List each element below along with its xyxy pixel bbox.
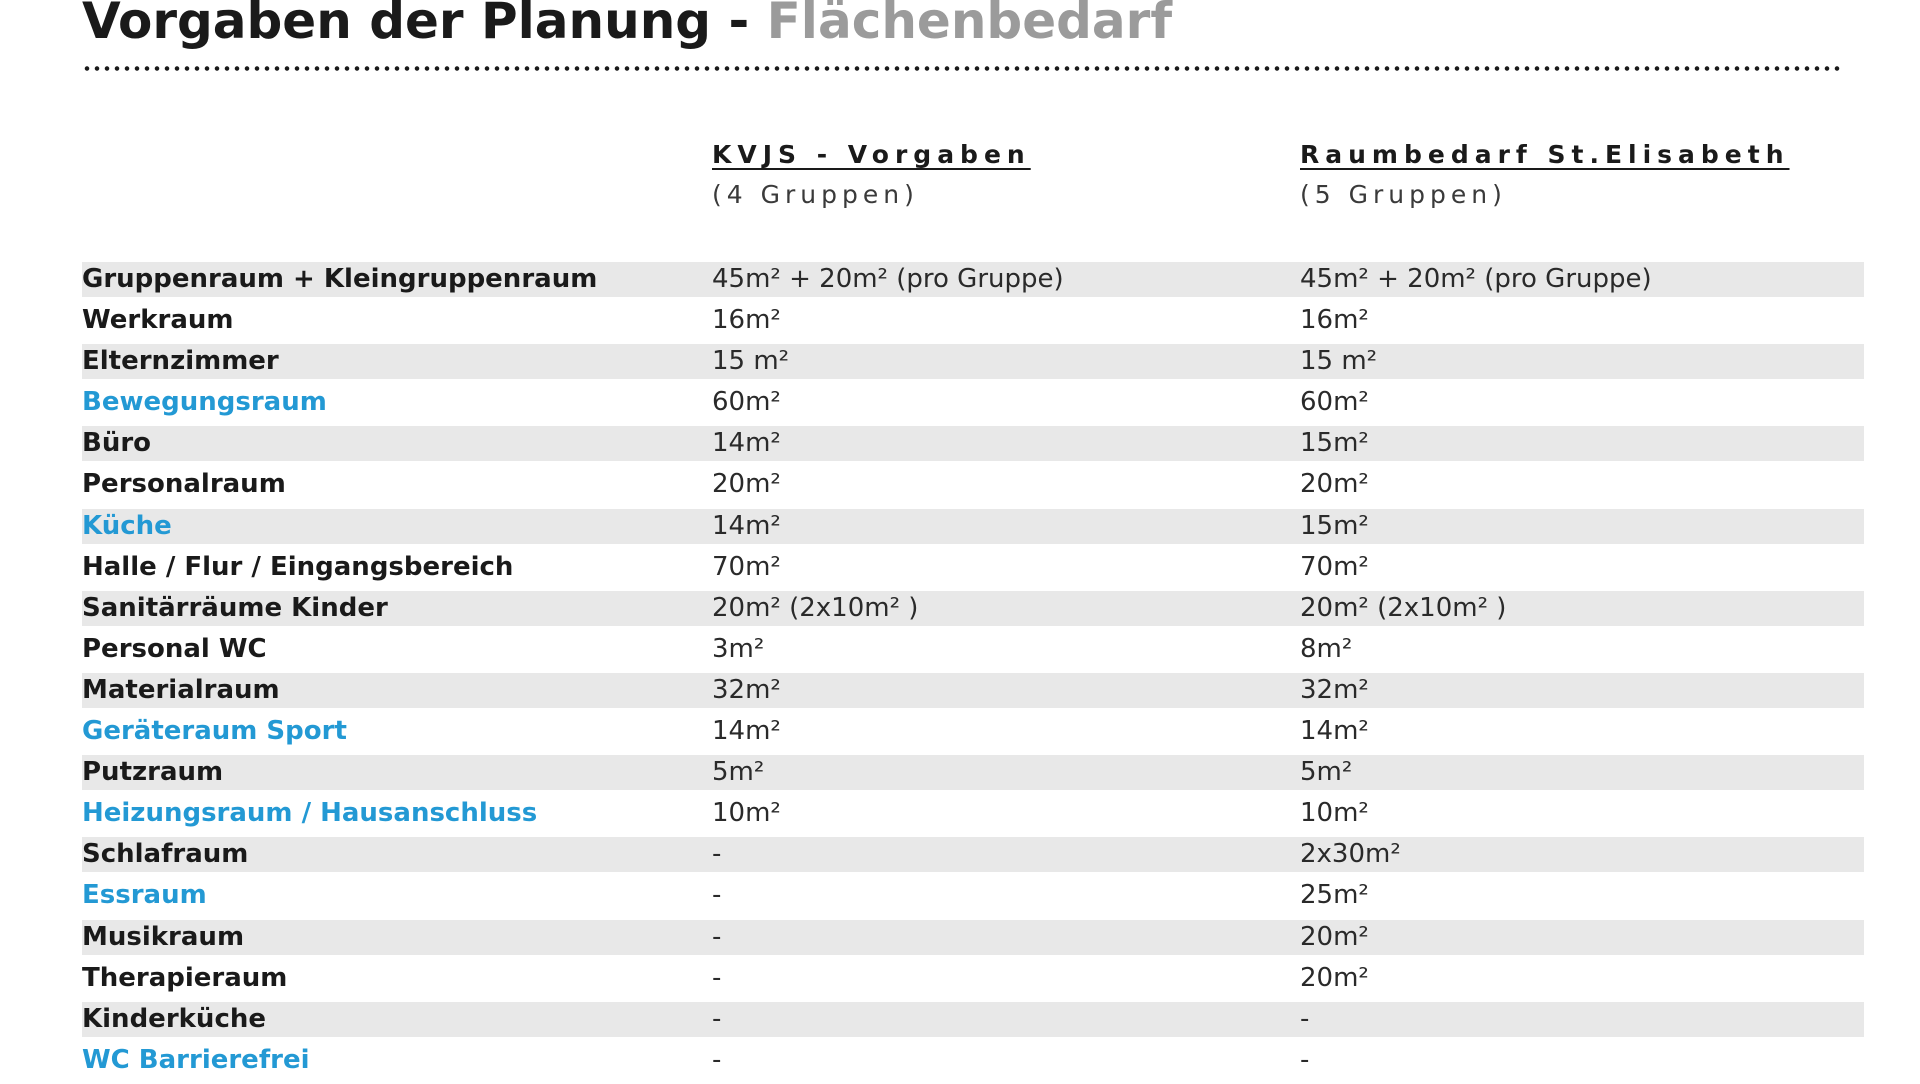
kvjs-value: 10m² bbox=[712, 798, 781, 829]
kvjs-value: 3m² bbox=[712, 633, 765, 664]
table-row bbox=[82, 920, 1864, 955]
elisabeth-value: 2x30m² bbox=[1300, 839, 1401, 870]
dotted-divider bbox=[82, 66, 1842, 71]
room-name: Heizungsraum / Hausanschluss bbox=[82, 798, 538, 829]
kvjs-value: 60m² bbox=[712, 387, 781, 418]
elisabeth-value: 14m² bbox=[1300, 716, 1369, 747]
table-row bbox=[82, 509, 1864, 544]
room-area-table bbox=[82, 262, 1864, 1084]
room-name: Materialraum bbox=[82, 674, 280, 705]
kvjs-value: 14m² bbox=[712, 716, 781, 747]
page-title bbox=[82, 0, 1172, 49]
room-name: Personal WC bbox=[82, 633, 267, 664]
kvjs-value: 14m² bbox=[712, 510, 781, 541]
table-row bbox=[82, 714, 1864, 755]
table-row bbox=[82, 303, 1864, 344]
elisabeth-value: 20m² bbox=[1300, 469, 1369, 500]
kvjs-value: - bbox=[712, 1044, 722, 1075]
page-title-sub: Flächenbedarf bbox=[766, 0, 1173, 50]
table-row bbox=[82, 673, 1864, 708]
column-heading: KVJS - Vorgaben bbox=[712, 140, 1031, 169]
room-name: Schlafraum bbox=[82, 839, 249, 870]
elisabeth-value: 16m² bbox=[1300, 305, 1369, 336]
elisabeth-value: 20m² (2x10m² ) bbox=[1300, 592, 1507, 623]
elisabeth-value: 20m² bbox=[1300, 962, 1369, 993]
elisabeth-value: 15 m² bbox=[1300, 346, 1378, 377]
room-name: Gruppenraum + Kleingruppenraum bbox=[82, 264, 598, 294]
table-row bbox=[82, 385, 1864, 426]
room-name: Kinderküche bbox=[82, 1003, 266, 1034]
table-row bbox=[82, 262, 1864, 297]
room-name: Personalraum bbox=[82, 469, 286, 500]
table-row bbox=[82, 467, 1864, 508]
kvjs-value: - bbox=[712, 839, 722, 870]
column-subheading: (4 Gruppen) bbox=[712, 180, 919, 209]
column-subheading: (5 Gruppen) bbox=[1300, 180, 1507, 209]
room-name: Geräteraum Sport bbox=[82, 716, 347, 747]
kvjs-value: 15 m² bbox=[712, 346, 790, 377]
elisabeth-value: - bbox=[1300, 1044, 1310, 1075]
kvjs-value: 20m² (2x10m² ) bbox=[712, 592, 919, 623]
elisabeth-value: 32m² bbox=[1300, 674, 1369, 705]
kvjs-value: 45m² + 20m² (pro Gruppe) bbox=[712, 264, 1064, 294]
kvjs-value: - bbox=[712, 921, 722, 952]
room-name: Bewegungsraum bbox=[82, 387, 327, 418]
kvjs-value: 20m² bbox=[712, 469, 781, 500]
elisabeth-value: 8m² bbox=[1300, 633, 1353, 664]
kvjs-value: - bbox=[712, 962, 722, 993]
elisabeth-value: 10m² bbox=[1300, 798, 1369, 829]
room-name: Putzraum bbox=[82, 757, 224, 788]
elisabeth-value: 5m² bbox=[1300, 757, 1353, 788]
page-title-main: Vorgaben der Planung - bbox=[82, 0, 767, 50]
table-row bbox=[82, 591, 1864, 626]
elisabeth-value: 70m² bbox=[1300, 551, 1369, 582]
elisabeth-value: 15m² bbox=[1300, 510, 1369, 541]
table-row bbox=[82, 550, 1864, 591]
kvjs-value: 16m² bbox=[712, 305, 781, 336]
kvjs-value: - bbox=[712, 1003, 722, 1034]
elisabeth-value: 45m² + 20m² (pro Gruppe) bbox=[1300, 264, 1652, 294]
table-row bbox=[82, 344, 1864, 379]
kvjs-value: 70m² bbox=[712, 551, 781, 582]
table-row bbox=[82, 1002, 1864, 1037]
table-row bbox=[82, 632, 1864, 673]
column-heading: Raumbedarf St.Elisabeth bbox=[1300, 140, 1790, 169]
elisabeth-value: 60m² bbox=[1300, 387, 1369, 418]
table-row bbox=[82, 837, 1864, 872]
kvjs-value: 14m² bbox=[712, 428, 781, 459]
table-row bbox=[82, 796, 1864, 837]
room-name: Werkraum bbox=[82, 305, 234, 336]
room-name: Essraum bbox=[82, 880, 207, 911]
room-name: WC Barrierefrei bbox=[82, 1044, 310, 1075]
elisabeth-value: 20m² bbox=[1300, 921, 1369, 952]
elisabeth-value: 25m² bbox=[1300, 880, 1369, 911]
kvjs-value: - bbox=[712, 880, 722, 911]
room-name: Halle / Flur / Eingangsbereich bbox=[82, 551, 514, 582]
table-row bbox=[82, 878, 1864, 919]
room-name: Musikraum bbox=[82, 921, 245, 952]
room-name: Büro bbox=[82, 428, 152, 459]
elisabeth-value: - bbox=[1300, 1003, 1310, 1034]
column-header-kvjs bbox=[712, 140, 1031, 209]
room-name: Elternzimmer bbox=[82, 346, 279, 377]
table-row bbox=[82, 755, 1864, 790]
table-row bbox=[82, 1043, 1864, 1084]
column-header-elisabeth bbox=[1300, 140, 1790, 209]
table-row bbox=[82, 426, 1864, 461]
kvjs-value: 32m² bbox=[712, 674, 781, 705]
elisabeth-value: 15m² bbox=[1300, 428, 1369, 459]
table-row bbox=[82, 961, 1864, 1002]
kvjs-value: 5m² bbox=[712, 757, 765, 788]
room-name: Therapieraum bbox=[82, 962, 288, 993]
room-name: Sanitärräume Kinder bbox=[82, 592, 388, 623]
room-name: Küche bbox=[82, 510, 172, 541]
